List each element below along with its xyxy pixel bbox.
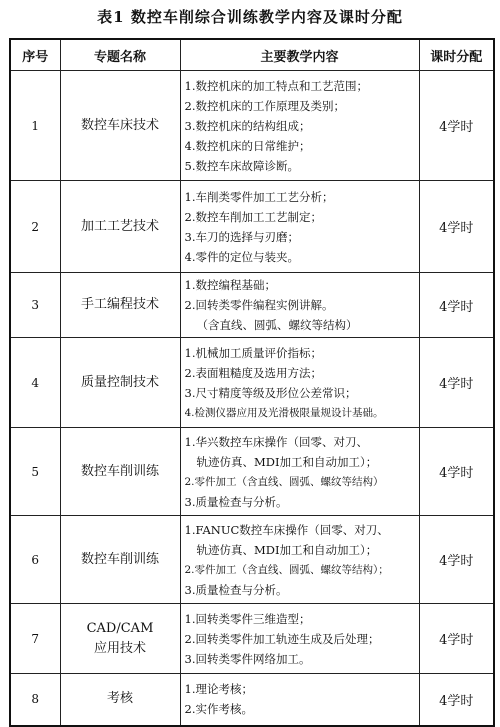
table-row [10, 516, 494, 604]
row-topic: 数控车削训练 [60, 516, 180, 604]
row-topic: 数控车削训练 [60, 428, 180, 516]
content-item: 1.数控编程基础； [184, 278, 276, 292]
content-item: 2.表面粗糙度及选用方法； [184, 365, 322, 380]
row-content [180, 273, 419, 338]
content-item: 5.数控车床故障诊断。 [184, 158, 299, 173]
table-row [10, 273, 494, 338]
content-item: 3.质量检查与分析。 [184, 582, 288, 597]
header-content: 主要教学内容 [180, 39, 419, 71]
topic-line: CAD/CAM [86, 620, 154, 636]
content-item: 1.数控机床的加工特点和工艺范围； [184, 78, 368, 93]
row-content [180, 604, 419, 674]
topic-line: 应用技术 [93, 640, 146, 656]
row-content [180, 181, 419, 273]
row-hours: 4学时 [419, 604, 494, 674]
row-index: 2 [10, 181, 60, 273]
row-hours: 4学时 [419, 273, 494, 338]
row-content [180, 428, 419, 516]
content-item: 1.回转类零件三维造型； [184, 611, 311, 626]
content-item: 1.华兴数控车床操作（回零、对刀、 [184, 434, 368, 449]
row-topic: 质量控制技术 [60, 338, 180, 428]
table-row [10, 71, 494, 181]
content-item: 3.尺寸精度等级及形位公差常识； [184, 385, 357, 400]
content-item: 2.数控车削加工工艺制定； [184, 209, 322, 224]
row-index: 4 [10, 338, 60, 428]
content-item: 轨迹仿真、MDI加工和自动加工）； [196, 542, 378, 557]
row-topic: 手工编程技术 [60, 273, 180, 338]
row-hours: 4学时 [419, 428, 494, 516]
content-item: 1.机械加工质量评价指标； [184, 345, 322, 360]
row-content [180, 516, 419, 604]
content-item: 4.检测仪器应用及光滑极限量规设计基础。 [184, 406, 384, 419]
row-hours: 4学时 [419, 674, 494, 726]
row-index: 1 [10, 71, 60, 181]
row-content [180, 71, 419, 181]
content-item: 2.零件加工（含直线、圆弧、螺纹等结构）； [184, 563, 389, 576]
table-row [10, 604, 494, 674]
content-item: 2.数控机床的工作原理及类别； [184, 98, 345, 113]
content-item: 4.数控机床的日常维护； [184, 138, 311, 153]
content-item: 1.FANUC数控车床操作（回零、对刀、 [184, 522, 389, 537]
table-row [10, 428, 494, 516]
content-item: 3.回转类零件网络加工。 [184, 651, 311, 666]
header-row [10, 39, 494, 71]
content-item: （含直线、圆弧、螺纹等结构） [196, 318, 358, 332]
content-item: 1.理论考核； [184, 682, 253, 697]
content-item: 2.回转类零件加工轨迹生成及后处理； [184, 631, 380, 646]
table-title: 表1 数控车削综合训练教学内容及课时分配 [97, 8, 403, 26]
row-index: 6 [10, 516, 60, 604]
content-item: 2.回转类零件编程实例讲解。 [184, 298, 334, 312]
content-item: 3.车刀的选择与刃磨； [184, 229, 299, 244]
content-item: 轨迹仿真、MDI加工和自动加工）； [196, 454, 378, 469]
content-item: 2.零件加工（含直线、圆弧、螺纹等结构） [184, 475, 384, 488]
table-row [10, 338, 494, 428]
row-index: 8 [10, 674, 60, 726]
row-topic [60, 604, 180, 674]
content-item: 1.车削类零件加工工艺分析； [184, 189, 334, 204]
row-hours: 4学时 [419, 71, 494, 181]
row-index: 3 [10, 273, 60, 338]
curriculum-table [9, 38, 495, 727]
content-item: 2.实作考核。 [184, 702, 253, 717]
row-topic: 数控车床技术 [60, 71, 180, 181]
table-row [10, 674, 494, 726]
row-hours: 4学时 [419, 516, 494, 604]
row-index: 5 [10, 428, 60, 516]
header-topic: 专题名称 [60, 39, 180, 71]
content-item: 3.数控机床的结构组成； [184, 118, 311, 133]
row-hours: 4学时 [419, 338, 494, 428]
table-row [10, 181, 494, 273]
row-topic: 加工工艺技术 [60, 181, 180, 273]
row-content [180, 338, 419, 428]
header-hours: 课时分配 [419, 39, 494, 71]
header-index: 序号 [10, 39, 60, 71]
content-item: 3.质量检查与分析。 [184, 494, 288, 509]
content-item: 4.零件的定位与装夹。 [184, 249, 299, 264]
row-hours: 4学时 [419, 181, 494, 273]
row-content [180, 674, 419, 726]
row-topic: 考核 [60, 674, 180, 726]
row-index: 7 [10, 604, 60, 674]
